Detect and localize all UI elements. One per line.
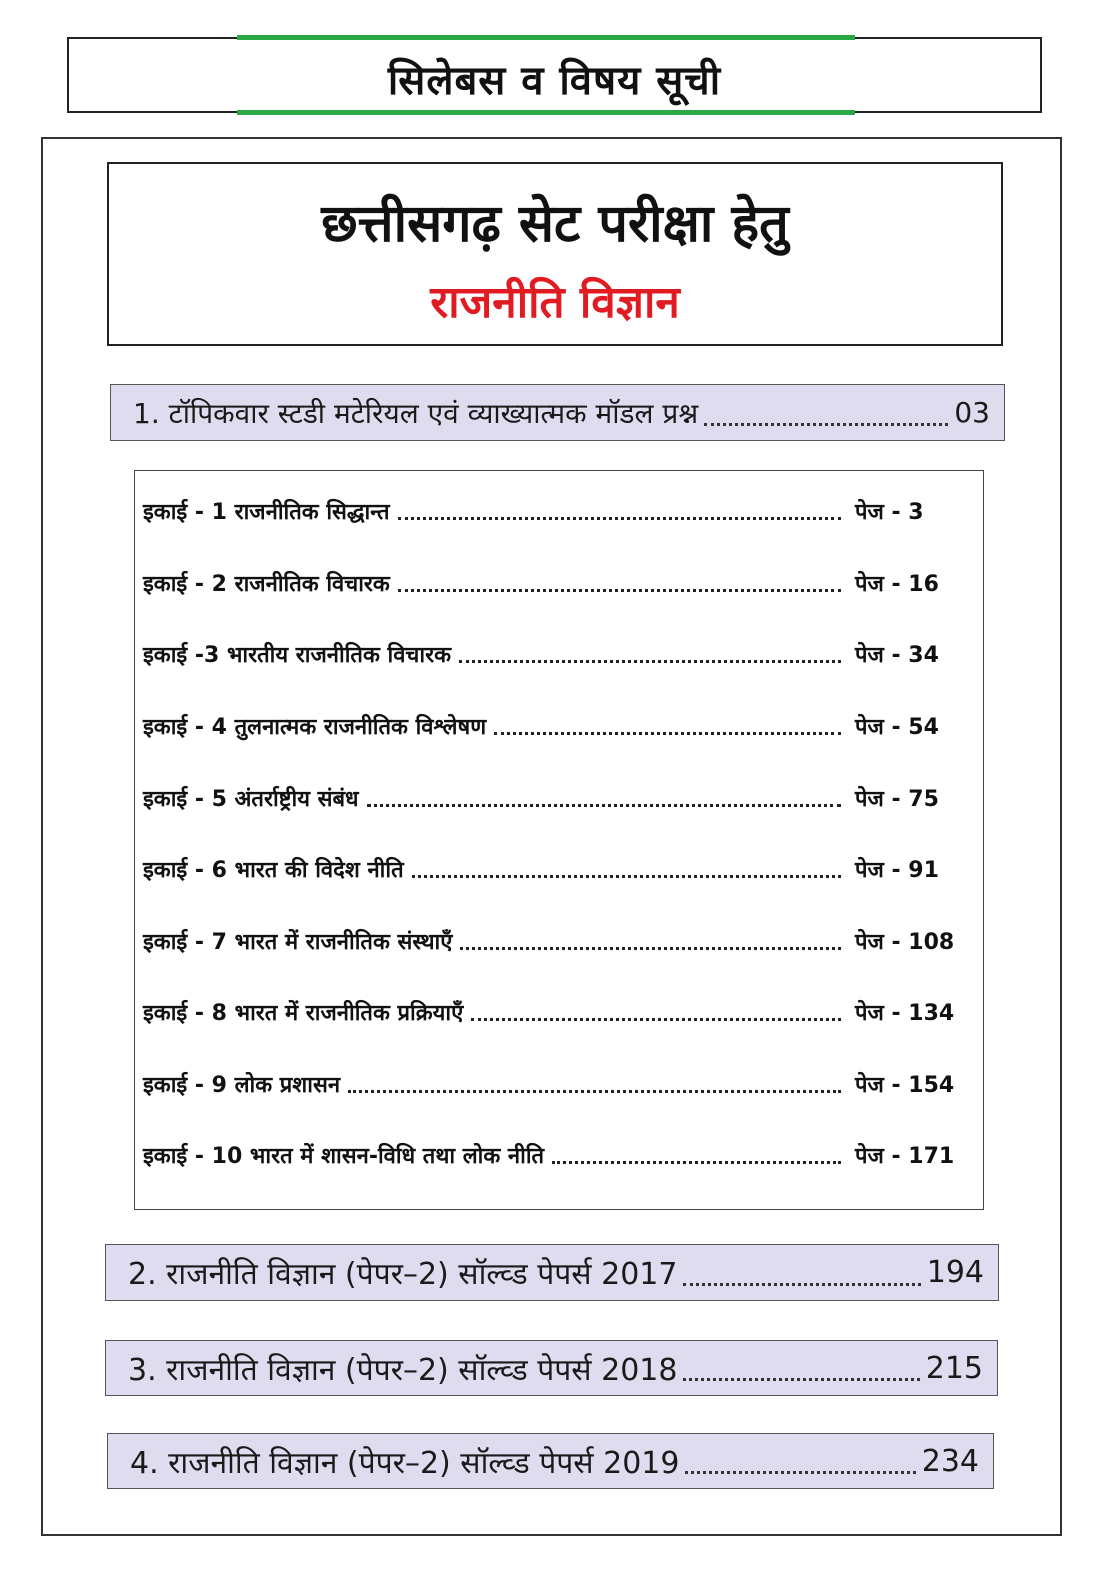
section-4 bbox=[107, 1433, 994, 1489]
unit-row bbox=[143, 849, 973, 889]
leader-dots bbox=[683, 1283, 920, 1286]
unit-label: इकाई - 9 लोक प्रशासन bbox=[143, 1073, 341, 1098]
unit-label: इकाई - 4 तुलनात्मक राजनीतिक विश्लेषण bbox=[143, 715, 487, 740]
unit-page: पेज - 171 bbox=[855, 1144, 955, 1169]
section-label: 4. राजनीति विज्ञान (पेपर–2) सॉल्व्ड पेपर्स 2019 bbox=[130, 1445, 680, 1481]
unit-row bbox=[143, 634, 973, 674]
unit-row bbox=[143, 992, 973, 1032]
header-top-rule bbox=[237, 35, 855, 40]
unit-page: पेज - 154 bbox=[855, 1073, 955, 1098]
title-subject: राजनीति विज्ञान bbox=[430, 277, 680, 328]
title-main: छत्तीसगढ़ सेट परीक्षा हेतु bbox=[321, 194, 789, 254]
header-box bbox=[67, 37, 1042, 113]
section-label: 2. राजनीति विज्ञान (पेपर–2) सॉल्व्ड पेपर्स 2017 bbox=[128, 1257, 678, 1292]
title-box bbox=[107, 162, 1003, 346]
unit-page: पेज - 91 bbox=[855, 858, 939, 883]
unit-row bbox=[143, 1135, 973, 1175]
unit-row bbox=[143, 778, 973, 818]
unit-page: पेज - 108 bbox=[855, 930, 955, 955]
section-2 bbox=[105, 1244, 999, 1301]
leader-dots bbox=[412, 875, 841, 878]
header-title: सिलेबस व विषय सूची bbox=[387, 58, 722, 104]
section-page: 194 bbox=[926, 1255, 984, 1290]
unit-page: पेज - 16 bbox=[855, 572, 939, 597]
unit-row bbox=[143, 706, 973, 746]
leader-dots bbox=[367, 804, 841, 807]
section-page: 03 bbox=[954, 396, 990, 429]
header-bottom-rule bbox=[237, 110, 855, 115]
section-3 bbox=[105, 1340, 998, 1396]
leader-dots bbox=[685, 1471, 915, 1474]
unit-row bbox=[143, 563, 973, 603]
unit-label: इकाई -3 भारतीय राजनीतिक विचारक bbox=[143, 643, 451, 668]
units-box bbox=[134, 470, 984, 1210]
unit-label: इकाई - 8 भारत में राजनीतिक प्रक्रियाएँ bbox=[143, 1001, 464, 1026]
leader-dots bbox=[704, 423, 948, 426]
unit-row bbox=[143, 491, 973, 531]
leader-dots bbox=[494, 732, 841, 735]
unit-page: पेज - 54 bbox=[855, 715, 939, 740]
leader-dots bbox=[552, 1161, 841, 1164]
leader-dots bbox=[459, 660, 841, 663]
leader-dots bbox=[471, 1018, 841, 1021]
leader-dots bbox=[398, 517, 842, 520]
unit-page: पेज - 134 bbox=[855, 1001, 955, 1026]
unit-label: इकाई - 5 अंतर्राष्ट्रीय संबंध bbox=[143, 787, 359, 812]
leader-dots bbox=[348, 1090, 841, 1093]
unit-label: इकाई - 1 राजनीतिक सिद्धान्त bbox=[143, 500, 390, 525]
unit-page: पेज - 75 bbox=[855, 787, 939, 812]
leader-dots bbox=[398, 589, 841, 592]
section-label: 3. राजनीति विज्ञान (पेपर–2) सॉल्व्ड पेपर्स 2018 bbox=[128, 1352, 678, 1388]
unit-page: पेज - 34 bbox=[855, 643, 939, 668]
unit-label: इकाई - 6 भारत की विदेश नीति bbox=[143, 858, 404, 883]
leader-dots bbox=[460, 947, 841, 950]
section-1 bbox=[110, 384, 1005, 441]
section-label: 1. टॉपिकवार स्टडी मटेरियल एवं व्याख्यात्मक मॉडल प्रश्न bbox=[133, 396, 699, 430]
unit-row bbox=[143, 921, 973, 961]
unit-label: इकाई - 2 राजनीतिक विचारक bbox=[143, 572, 390, 597]
unit-row bbox=[143, 1064, 973, 1104]
unit-label: इकाई - 10 भारत में शासन-विधि तथा लोक नीति bbox=[143, 1144, 545, 1169]
unit-label: इकाई - 7 भारत में राजनीतिक संस्थाएँ bbox=[143, 930, 453, 955]
section-page: 215 bbox=[925, 1350, 983, 1386]
unit-page: पेज - 3 bbox=[855, 500, 924, 525]
section-page: 234 bbox=[921, 1443, 979, 1479]
leader-dots bbox=[683, 1378, 919, 1381]
